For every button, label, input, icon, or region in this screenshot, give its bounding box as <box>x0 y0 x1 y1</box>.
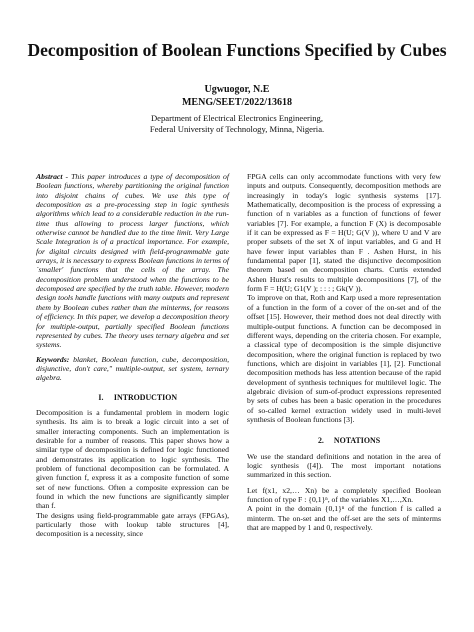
affiliation-university: Federal University of Technology, Minna, Nigeria. <box>149 124 325 134</box>
author-name: Ugwuogor, N.E <box>204 84 270 95</box>
section-number: I. <box>98 392 104 402</box>
body-paragraph-2: To improve on that, Roth and Karp used a more representation of a function in the form of a cover of the on-set and of the offset [15]. However, their method does not deal directly with multiple-output functions. A function can be decomposed in different ways, depending on the criteria chosen. For example, a classical type of decomposition is the simple disjunctive decomposition, where the original function is replaced by two functions, which are disjoint in variables [1], [2]. Functional decomposition methods has less attention because of the rapid development of synthesis techniques for multilevel logic. The algebraic division of sum-of-product expressions represented by sets of cubes has been a basic operation in the procedures of so-called kernel extraction widely used in multi-level synthesis of Boolean functions [3]. <box>247 293 441 424</box>
keywords-text: blanket, Boolean function, cube, decomposition, disjunctive, don't care," multiple-output, set system, ternary algebra. <box>36 354 229 383</box>
body-paragraph-1: FPGA cells can only accommodate functions with very few inputs and outputs. Consequently, decomposition methods are increasingly in today's logic synthesis systems [17]. Mathematically, decomposition is the process of expressing a function of n variables as a function of functions of fewer variables [7]. For example, a function F (X) is decomposable if it can be expressed as F = H(U; G(V )), where U and V are proper subsets of the set X of input variables, and G and H have fewer input variables than F . Ashen Hurst, in his fundamental paper [1], stated the disjunctive decomposition theorem based on decomposition charts. Curtis extended Ashen Hurst's results to multiple decompositions [7], of the form F = H(U; G1(V ); : : : ; Gk(V )). <box>247 172 441 294</box>
affiliation-department: Department of Electrical Electronics Engineering, <box>150 113 324 123</box>
notations-paragraph-2: Let f(x1, x2,… Xn) be a completely specified Boolean function of type F : {0,1}ⁿ, of the variables X1,…,Xn. <box>247 485 441 504</box>
intro-paragraph-1: Decomposition is a fundamental problem in modern logic synthesis. Its aim is to break a logic circuit into a set of smaller interacting components. Such an implementation is desirable for a number of reasons. This paper shows how a similar type of decomposition is defined for logic functioned and demonstrates its application to logic synthesis. The problem of functional decomposition can be formulated. A given function f, express it as a composite function of some set of new functions. Often a composite expression can be found in which the new functions are significantly simpler than f. <box>36 407 229 511</box>
keywords-label: Keywords: <box>36 354 70 364</box>
notations-paragraph-3: A point in the domain {0,1}ⁿ of the function f is called a minterm. The on-set and the off-set are the sets of minterms that are mapped by 1 and 0, respectively. <box>247 504 441 533</box>
section-number: 2. <box>317 436 324 446</box>
section-heading-introduction <box>36 393 229 402</box>
right-column <box>247 172 441 532</box>
section-title: INTRODUCTION <box>113 392 178 402</box>
section-heading-notations <box>247 436 441 445</box>
paper-title: Decomposition of Boolean Functions Specified by Cubes <box>27 40 447 60</box>
abstract <box>36 172 229 350</box>
intro-paragraph-2: The designs using field-programmable gate arrays (FPGAs), particularly those with lookup table structures [4], decomposition is a necessity, since <box>36 510 229 539</box>
abstract-label: Abstract <box>36 172 63 181</box>
abstract-text: - This paper introduces a type of decomposition of Boolean functions, whereby partitioning the original function into disjoint chains of cubes. We use this type of decomposition as a pre-processing step in logic synthesis algorithms which lead to a considerable reduction in the run-time thus allowing to process larger functions, which otherwise cannot be handled due to the time limit. Very Large Scale Integration is of a practical importance. For example, for digital circuits designed with field-programmable gate arrays, it is necessary to express Boolean functions in terms of `smaller' functions that the cells of the array. The decomposition problem understood when the functions to be decomposed are specified by the truth table. However, modern design tools handle functions with many outputs and represent them by Boolean cubes rather than the minterms, for reasons of efficiency. In this paper, we develop a decomposition theory for multiple-output, partially specified Boolean functions represented by cubes. The theory uses ternary algebra and set systems. <box>36 172 229 350</box>
author-id: MENG/SEET/2022/13618 <box>181 97 292 108</box>
section-title: NOTATIONS <box>333 436 381 446</box>
left-column <box>36 172 229 539</box>
notations-paragraph-1: We use the standard definitions and notation in the area of logic synthesis ([4]). The most important notations summarized in this section. <box>247 451 441 480</box>
keywords <box>36 355 229 383</box>
